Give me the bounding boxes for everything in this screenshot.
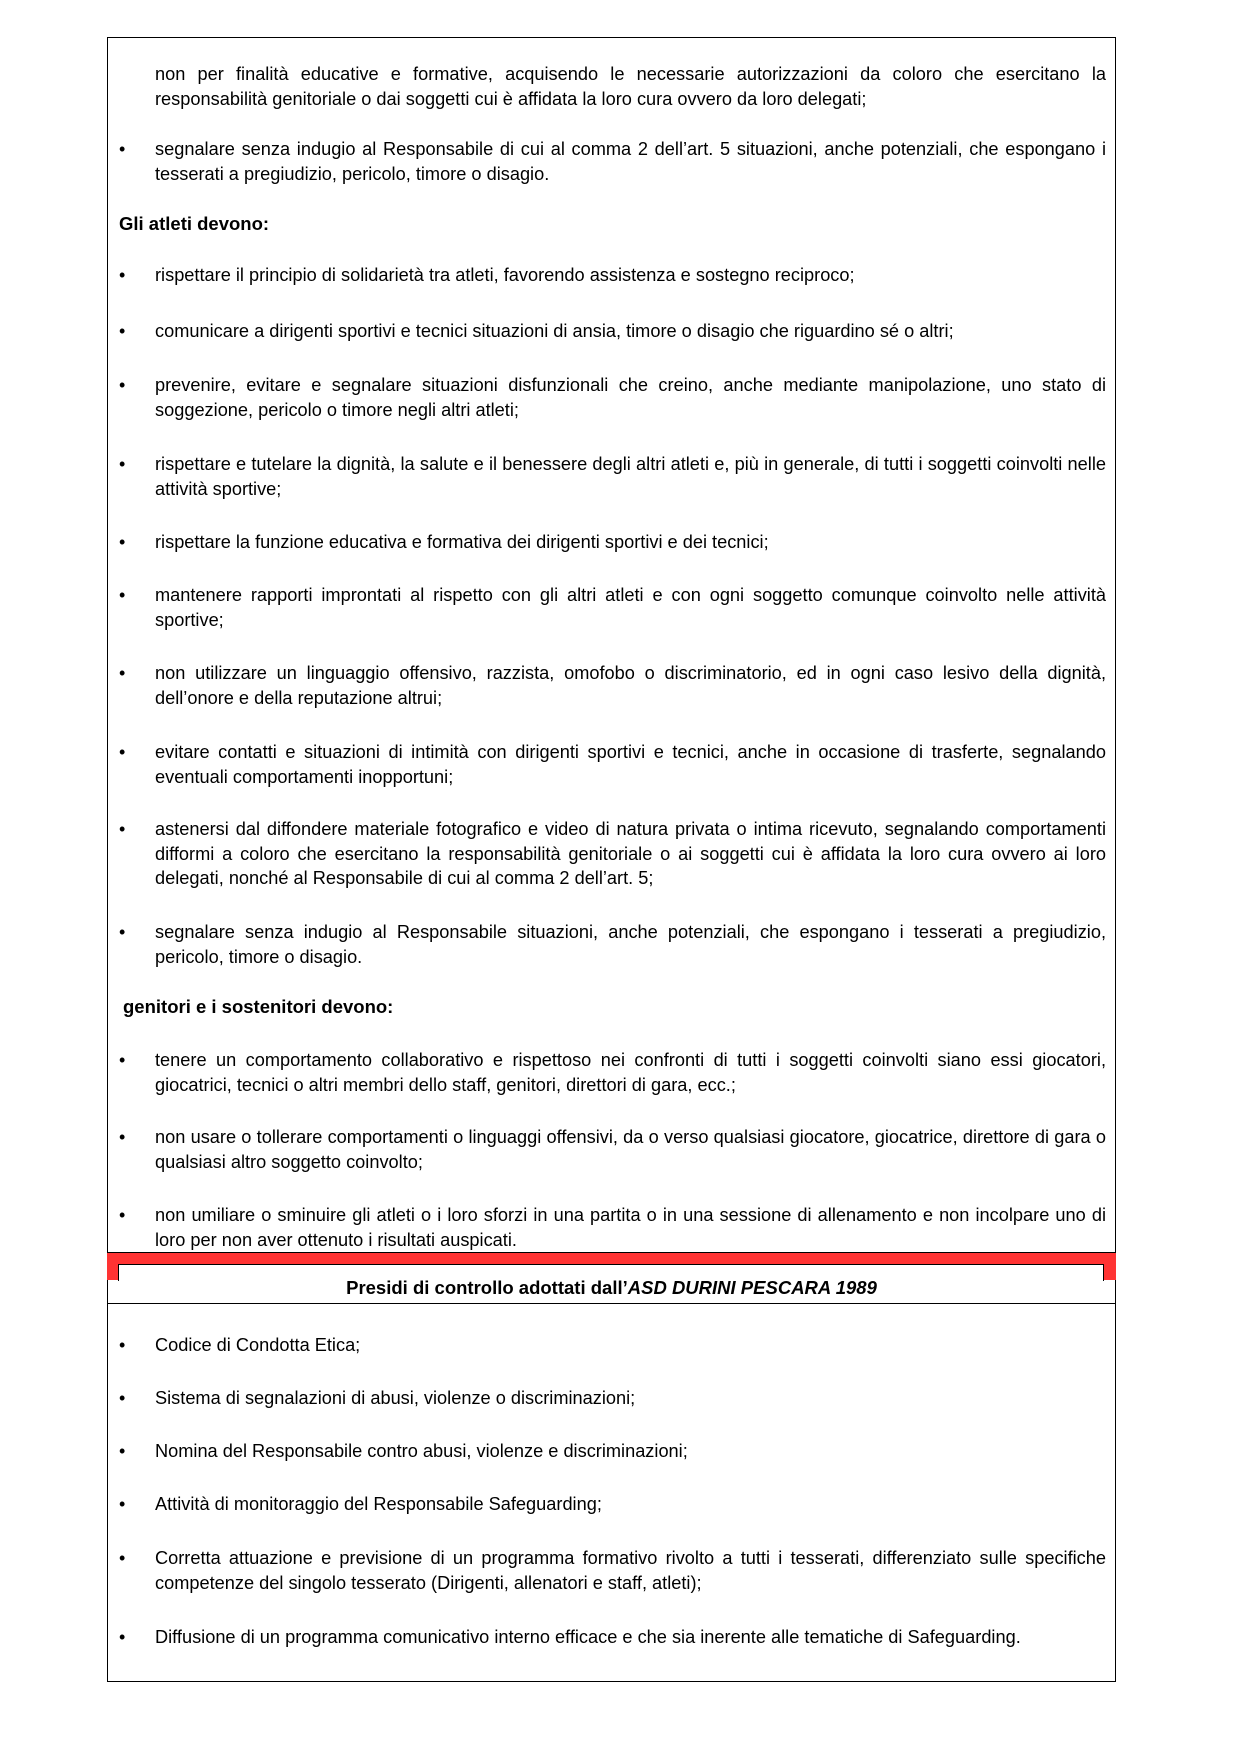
- parents-item: non umiliare o sminuire gli atleti o i loro sforzi in una partita o in una sessione di allenamento e non incolpare uno di loro per non aver ottenuto i risultati auspicati.: [155, 1205, 1106, 1250]
- bullet-icon: •: [119, 1205, 126, 1225]
- bullet-icon: •: [119, 1050, 126, 1070]
- bullet-icon: •: [119, 265, 126, 285]
- bullet-icon: •: [119, 139, 126, 159]
- athletes-item: astenersi dal diffondere materiale fotografico e video di natura privata o intima ricevuto, segnalando comportamenti difformi a coloro che esercitano la responsabilità genitoriale o ai soggetti cui è affidata la loro cura ovvero ai loro delegati, nonché al Responsabile di cui al comma 2 dell’art. 5;: [155, 819, 1106, 888]
- bullet-icon: •: [119, 819, 126, 839]
- bullet-icon: •: [119, 532, 126, 552]
- organization-name: ASD DURINI PESCARA 1989: [627, 1277, 877, 1298]
- controls-item: Diffusione di un programma comunicativo interno efficace e che sia inerente alle tematiche di Safeguarding.: [155, 1627, 1021, 1647]
- controls-item: Sistema di segnalazioni di abusi, violenze o discriminazioni;: [155, 1388, 636, 1408]
- intro-last-item: segnalare senza indugio al Responsabile di cui al comma 2 dell’art. 5 situazioni, anche potenziali, che espongano i tesserati a pregiudizio, pericolo, timore o disagio.: [155, 139, 1106, 184]
- bullet-icon: •: [119, 663, 126, 683]
- bullet-icon: •: [119, 1548, 126, 1568]
- controls-title: Presidi di controllo adottati dall’ASD DURINI PESCARA 1989: [346, 1277, 877, 1298]
- bullet-icon: •: [119, 1494, 126, 1514]
- bullet-icon: •: [119, 1388, 126, 1408]
- athletes-item: segnalare senza indugio al Responsabile situazioni, anche potenziali, che espongano i tesserati a pregiudizio, pericolo, timore o disagio.: [155, 922, 1106, 967]
- bullet-icon: •: [119, 321, 126, 341]
- athletes-item: mantenere rapporti improntati al rispetto con gli altri atleti e con ogni soggetto comunque coinvolto nelle attività sportive;: [155, 585, 1106, 630]
- bullet-icon: •: [119, 375, 126, 395]
- controls-item: Codice di Condotta Etica;: [155, 1335, 361, 1355]
- athletes-heading: Gli atleti devono:: [119, 213, 270, 234]
- bullet-icon: •: [119, 585, 126, 605]
- intro-continuation: non per finalità educative e formative, acquisendo le necessarie autorizzazioni da coloro che esercitano la responsabilità genitoriale o dai soggetti cui è affidata la loro cura ovvero da loro delegati;: [155, 64, 1106, 109]
- bullet-icon: •: [119, 1127, 126, 1147]
- controls-item: Nomina del Responsabile contro abusi, violenze e discriminazioni;: [155, 1441, 688, 1461]
- bullet-icon: •: [119, 742, 126, 762]
- athletes-item: non utilizzare un linguaggio offensivo, razzista, omofobo o discriminatorio, ed in ogni caso lesivo della dignità, dell’onore e della reputazione altrui;: [155, 663, 1106, 708]
- section-banner: [107, 1252, 1116, 1280]
- parents-heading: genitori e i sostenitori devono:: [123, 996, 394, 1017]
- athletes-item: prevenire, evitare e segnalare situazioni disfunzionali che creino, anche mediante manipolazione, uno stato di soggezione, pericolo o timore negli altri atleti;: [155, 375, 1106, 420]
- athletes-item: evitare contatti e situazioni di intimità con dirigenti sportivi e tecnici, anche in occasione di trasferte, segnalando eventuali comportamenti inopportuni;: [155, 742, 1106, 787]
- section-divider: [107, 1303, 1116, 1304]
- athletes-item: rispettare e tutelare la dignità, la salute e il benessere degli altri atleti e, più in generale, di tutti i soggetti coinvolti nelle attività sportive;: [155, 454, 1106, 499]
- bullet-icon: •: [119, 454, 126, 474]
- bullet-icon: •: [119, 1441, 126, 1461]
- bullet-icon: •: [119, 1335, 126, 1355]
- athletes-item: rispettare il principio di solidarietà tra atleti, favorendo assistenza e sostegno reciproco;: [155, 265, 855, 285]
- bullet-icon: •: [119, 922, 126, 942]
- controls-item: Attività di monitoraggio del Responsabile Safeguarding;: [155, 1494, 602, 1514]
- athletes-item: rispettare la funzione educativa e formativa dei dirigenti sportivi e dei tecnici;: [155, 532, 769, 552]
- bullet-icon: •: [119, 1627, 126, 1647]
- parents-item: non usare o tollerare comportamenti o linguaggi offensivi, da o verso qualsiasi giocatore, giocatrice, direttore di gara o qualsiasi altro soggetto coinvolto;: [155, 1127, 1106, 1172]
- athletes-item: comunicare a dirigenti sportivi e tecnici situazioni di ansia, timore o disagio che riguardino sé o altri;: [155, 321, 954, 341]
- parents-item: tenere un comportamento collaborativo e rispettoso nei confronti di tutti i soggetti coinvolti siano essi giocatori, giocatrici, tecnici o altri membri dello staff, genitori, direttori di gara, ecc.;: [155, 1050, 1106, 1095]
- controls-item: Corretta attuazione e previsione di un programma formativo rivolto a tutti i tesserati, differenziato sulle specifiche competenze del singolo tesserato (Dirigenti, allenatori e staff, atleti);: [155, 1548, 1106, 1593]
